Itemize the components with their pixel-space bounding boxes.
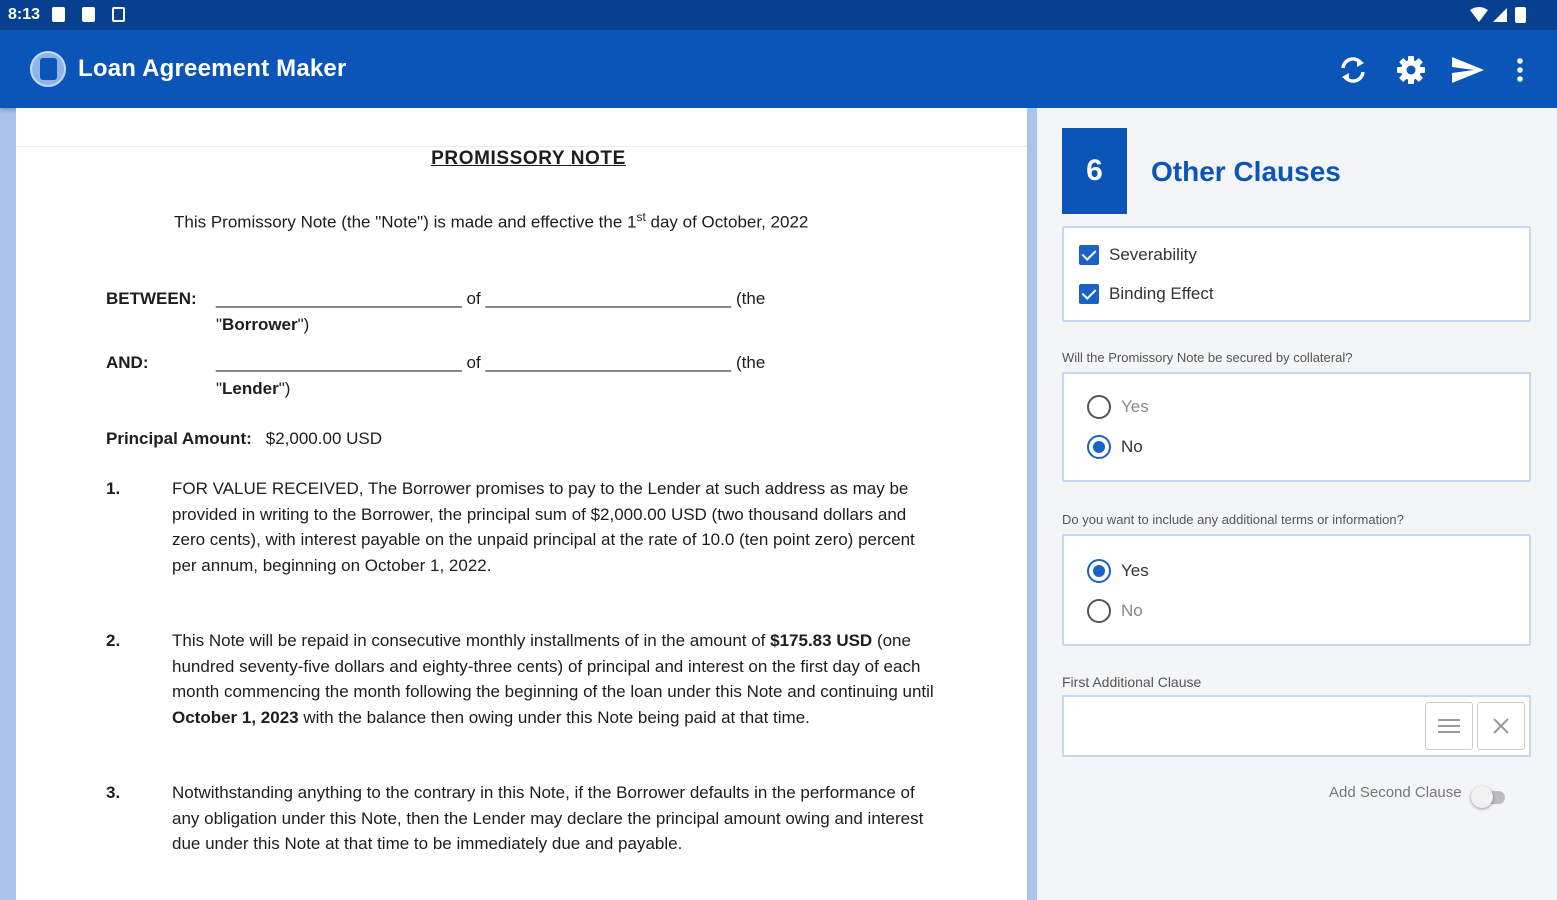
status-time: 8:13 [8,6,41,23]
toggle-knob [1471,786,1493,808]
document-intro: This Promissory Note (the "Note") is made and effective the 1st day of October, 2022 [174,210,809,232]
additional-yes-radio[interactable]: Yes [1079,558,1149,584]
settings-button[interactable] [1391,50,1431,90]
additional-terms-radio-group [1062,534,1531,646]
pane-divider[interactable] [1027,108,1037,900]
app-bar [0,30,1557,108]
collateral-radio-group [1062,372,1531,482]
add-second-clause-toggle[interactable] [1471,786,1507,808]
binding-effect-checkbox[interactable]: Binding Effect [1079,281,1214,307]
step-number-badge: 6 [1062,128,1127,214]
additional-no-radio[interactable]: No [1079,598,1143,624]
clause-2: 2. This Note will be repaid in consecutive monthly installments of in the amount of $175.83 USD (one hundred seventy-five dollars and eighty-three cents) of principal and interest on the first day of each month commencing the month following the beginning of the loan under this Note and continuing until October 1, 2023 with the balance then owing under this Note being paid at that time. [106,631,934,727]
principal-amount: Principal Amount: $2,000.00 USD [106,429,383,448]
checkbox-checked-icon [1079,245,1099,265]
collateral-question: Will the Promissory Note be secured by collateral? [1062,350,1353,365]
radio-selected-icon [1087,435,1111,459]
app-title: Loan Agreement Maker [78,55,347,82]
clause-1: 1. FOR VALUE RECEIVED, The Borrower promises to pay to the Lender at such address as may be provided in writing to the Borrower, the principal sum of $2,000.00 USD (two thousand dollars and zero cents), with interest payable on the unpaid principal at the rate of 10.0 (ten point zero) percent per annum, beginning on October 1, 2022. [106,479,915,575]
notification-icon [52,7,65,22]
lender-designation: "Lender") [216,379,291,398]
add-second-clause-label: Add Second Clause [1329,784,1462,801]
more-vert-icon [1516,57,1524,83]
collateral-no-radio[interactable]: No [1079,434,1143,460]
send-icon [1450,55,1486,85]
form-panel [1037,108,1557,900]
additional-terms-question: Do you want to include any additional terms or information? [1062,512,1404,527]
collateral-yes-radio[interactable]: Yes [1079,394,1149,420]
page-top-divider [16,146,1027,147]
send-button[interactable] [1448,50,1488,90]
checkbox-checked-icon [1079,284,1099,304]
clause-library-button[interactable] [1425,702,1473,750]
document-title: PROMISSORY NOTE [431,148,626,169]
more-options-button[interactable] [1500,50,1540,90]
gear-icon [1396,55,1426,85]
borrower-blank-line: __________________________ of __________________________ (the [216,289,766,308]
radio-selected-icon [1087,559,1111,583]
clear-clause-button[interactable] [1477,702,1525,750]
storage-icon [112,7,125,22]
lender-blank-line: __________________________ of __________________________ (the [216,353,766,372]
radio-unselected-icon [1087,395,1111,419]
system-status-icons [1469,6,1531,24]
and-label: AND: [106,353,149,372]
clauses-checkbox-group [1062,226,1531,322]
app-logo-icon [30,51,66,87]
severability-checkbox[interactable]: Severability [1079,242,1197,268]
sd-card-icon [82,7,95,22]
clause-3: 3. Notwithstanding anything to the contrary in this Note, if the Borrower defaults in the performance of any obligation under this Note, then the Lender may declare the principal amount owing and interest due under this Note at that time to be immediately due and payable. [106,783,924,854]
first-clause-label: First Additional Clause [1062,674,1202,690]
borrower-designation: "Borrower") [216,315,310,334]
first-clause-input[interactable] [1062,695,1531,757]
document-preview[interactable] [16,108,1027,900]
step-title: Other Clauses [1151,156,1341,187]
status-bar [0,0,1557,30]
refresh-icon [1337,54,1369,86]
close-icon [1492,717,1510,735]
radio-unselected-icon [1087,599,1111,623]
list-icon [1438,718,1460,734]
between-label: BETWEEN: [106,289,197,308]
refresh-button[interactable] [1333,50,1373,90]
